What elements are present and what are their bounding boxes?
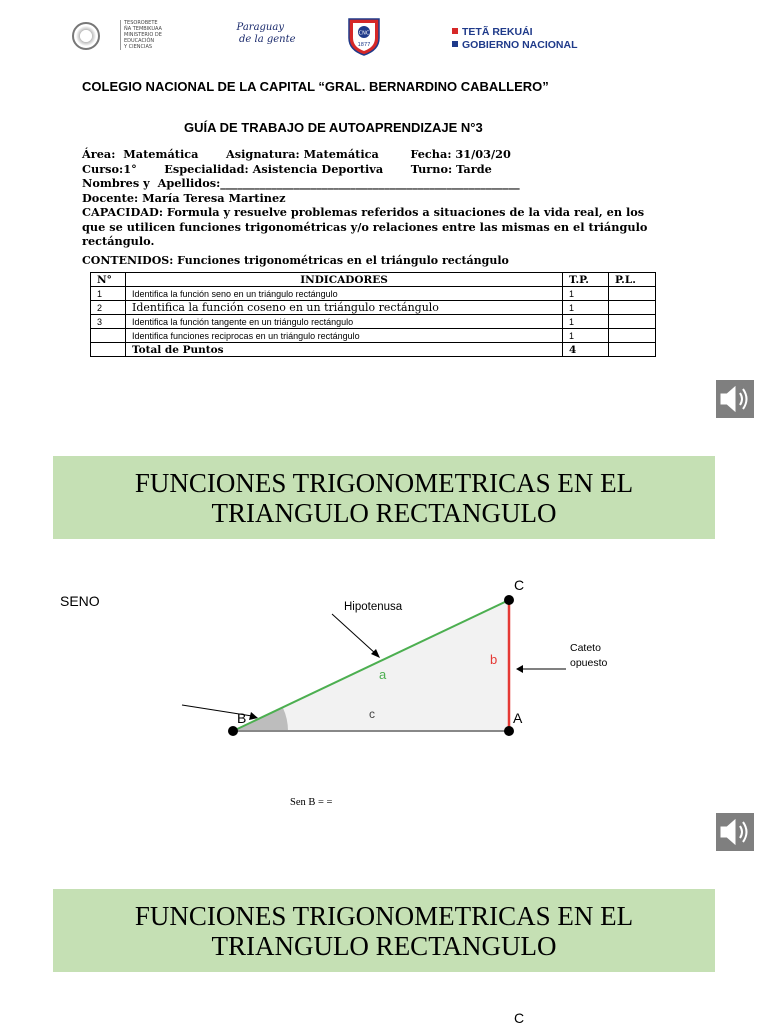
banner-line: TRIANGULO RECTANGULO [211, 497, 557, 528]
slide-title-banner [53, 456, 715, 539]
banner-line: FUNCIONES TRIGONOMETRICAS EN EL [134, 900, 634, 931]
row-tp: 1 [563, 329, 609, 343]
total-pl-cell [609, 343, 656, 357]
banner-line: FUNCIONES TRIGONOMETRICAS EN EL [134, 467, 634, 498]
vertex-a-point [504, 726, 514, 736]
table-row [91, 287, 656, 301]
slide-title-banner [53, 889, 715, 972]
row-indicador: Identifica funciones reciprocas en un triángulo rectángulo [126, 329, 563, 343]
side-c-label: c [369, 707, 375, 721]
gobierno-nacional-logo [452, 26, 578, 52]
area-line: Área: Matemática Asignatura: Matemática Fecha: 31/03/20 [82, 147, 511, 161]
teta-rekuai-text: TETÃ REKUÁI [462, 26, 533, 38]
total-empty-cell [91, 343, 126, 357]
row-number: 2 [91, 301, 126, 315]
speaker-icon[interactable] [716, 813, 754, 851]
total-label: Total de Puntos [126, 343, 563, 357]
row-indicador: Identifica la función coseno en un triángulo rectángulo [126, 301, 563, 315]
arrowhead [516, 665, 523, 673]
header-tp: T.P. [563, 273, 609, 287]
paraguay-seal-logo [72, 22, 100, 50]
nombres-line: Nombres y Apellidos:_____________________________________________________ [82, 176, 520, 190]
cateto-label-line2: opuesto [570, 657, 608, 669]
table-row [91, 315, 656, 329]
guide-title: GUÍA DE TRABAJO DE AUTOAPRENDIZAJE N°3 [184, 120, 483, 135]
row-indicador: Identifica la función seno en un triángulo rectángulo [126, 287, 563, 301]
table-row [91, 301, 656, 315]
vertex-c-label: C [514, 577, 525, 593]
indicators-table [90, 272, 656, 357]
header-pl: P.L. [609, 273, 656, 287]
mec-line: TESOROBETE [124, 20, 158, 26]
cnc-shield-logo [346, 16, 382, 56]
docente-line: Docente: María Teresa Martinez [82, 190, 286, 205]
mec-logo-text [124, 20, 194, 50]
mec-line: EDUCACIÓN [124, 38, 155, 44]
row-pl [609, 301, 656, 315]
blue-square-icon [452, 41, 458, 47]
table-total-row [91, 343, 656, 357]
mec-line: MINISTERIO DE [124, 32, 162, 38]
side-b-label: b [490, 652, 498, 667]
vertex-a-label: A [513, 710, 523, 726]
mec-line: ÑA TEMBIKUAA [124, 26, 162, 32]
table-row [91, 329, 656, 343]
row-tp: 1 [563, 301, 609, 315]
row-pl [609, 315, 656, 329]
row-number [91, 329, 126, 343]
row-tp: 1 [563, 287, 609, 301]
cateto-label-line1: Cateto [570, 642, 601, 654]
row-pl [609, 329, 656, 343]
seno-label: SENO [60, 593, 100, 609]
logo-divider [120, 20, 121, 50]
vertex-b-point [228, 726, 238, 736]
contenidos-text: CONTENIDOS: Funciones trigonométricas en el triángulo rectángulo [82, 254, 509, 267]
table-header-row [91, 273, 656, 287]
vertex-c-point [504, 595, 514, 605]
row-number: 1 [91, 287, 126, 301]
hipotenusa-pointer [332, 614, 376, 654]
right-triangle-diagram [0, 570, 768, 750]
row-pl [609, 287, 656, 301]
header-n: N° [91, 273, 126, 287]
mec-line: Y CIENCIAS [124, 44, 153, 50]
curso-line: Curso:1° Especialidad: Asistencia Deportiva Turno: Tarde [82, 161, 492, 176]
gobierno-nacional-text: GOBIERNO NACIONAL [462, 39, 578, 51]
banner-line: TRIANGULO RECTANGULO [211, 930, 557, 961]
red-square-icon [452, 28, 458, 34]
shield-year: 1877 [357, 42, 371, 48]
row-tp: 1 [563, 315, 609, 329]
capacidad-text: CAPACIDAD: Formula y resuelve problemas referidos a situaciones de la vida real, en los que se utilicen funciones trigonométricas y/o relaciones entre las mismas en el triángulo rectángulo. [82, 205, 648, 248]
total-value: 4 [563, 343, 609, 357]
school-name: COLEGIO NACIONAL DE LA CAPITAL “GRAL. BERNARDINO CABALLERO” [82, 79, 549, 94]
hipotenusa-label: Hipotenusa [344, 601, 403, 613]
student-info-block [82, 147, 662, 249]
paraguay-logo-line: de la gente [239, 34, 296, 45]
paraguay-logo-line: Paraguay [236, 22, 284, 33]
side-a-label: a [379, 667, 387, 682]
vertex-c-label-bottom: C [514, 1010, 525, 1026]
header-indicadores: INDICADORES [126, 273, 563, 287]
sen-b-formula: Sen B = = [290, 797, 333, 808]
speaker-icon[interactable] [716, 380, 754, 418]
paraguay-de-la-gente-logo [225, 22, 296, 46]
shield-text: CNC [358, 30, 370, 37]
vertex-b-label: B [237, 710, 247, 726]
row-number: 3 [91, 315, 126, 329]
row-indicador: Identifica la función tangente en un triángulo rectángulo [126, 315, 563, 329]
